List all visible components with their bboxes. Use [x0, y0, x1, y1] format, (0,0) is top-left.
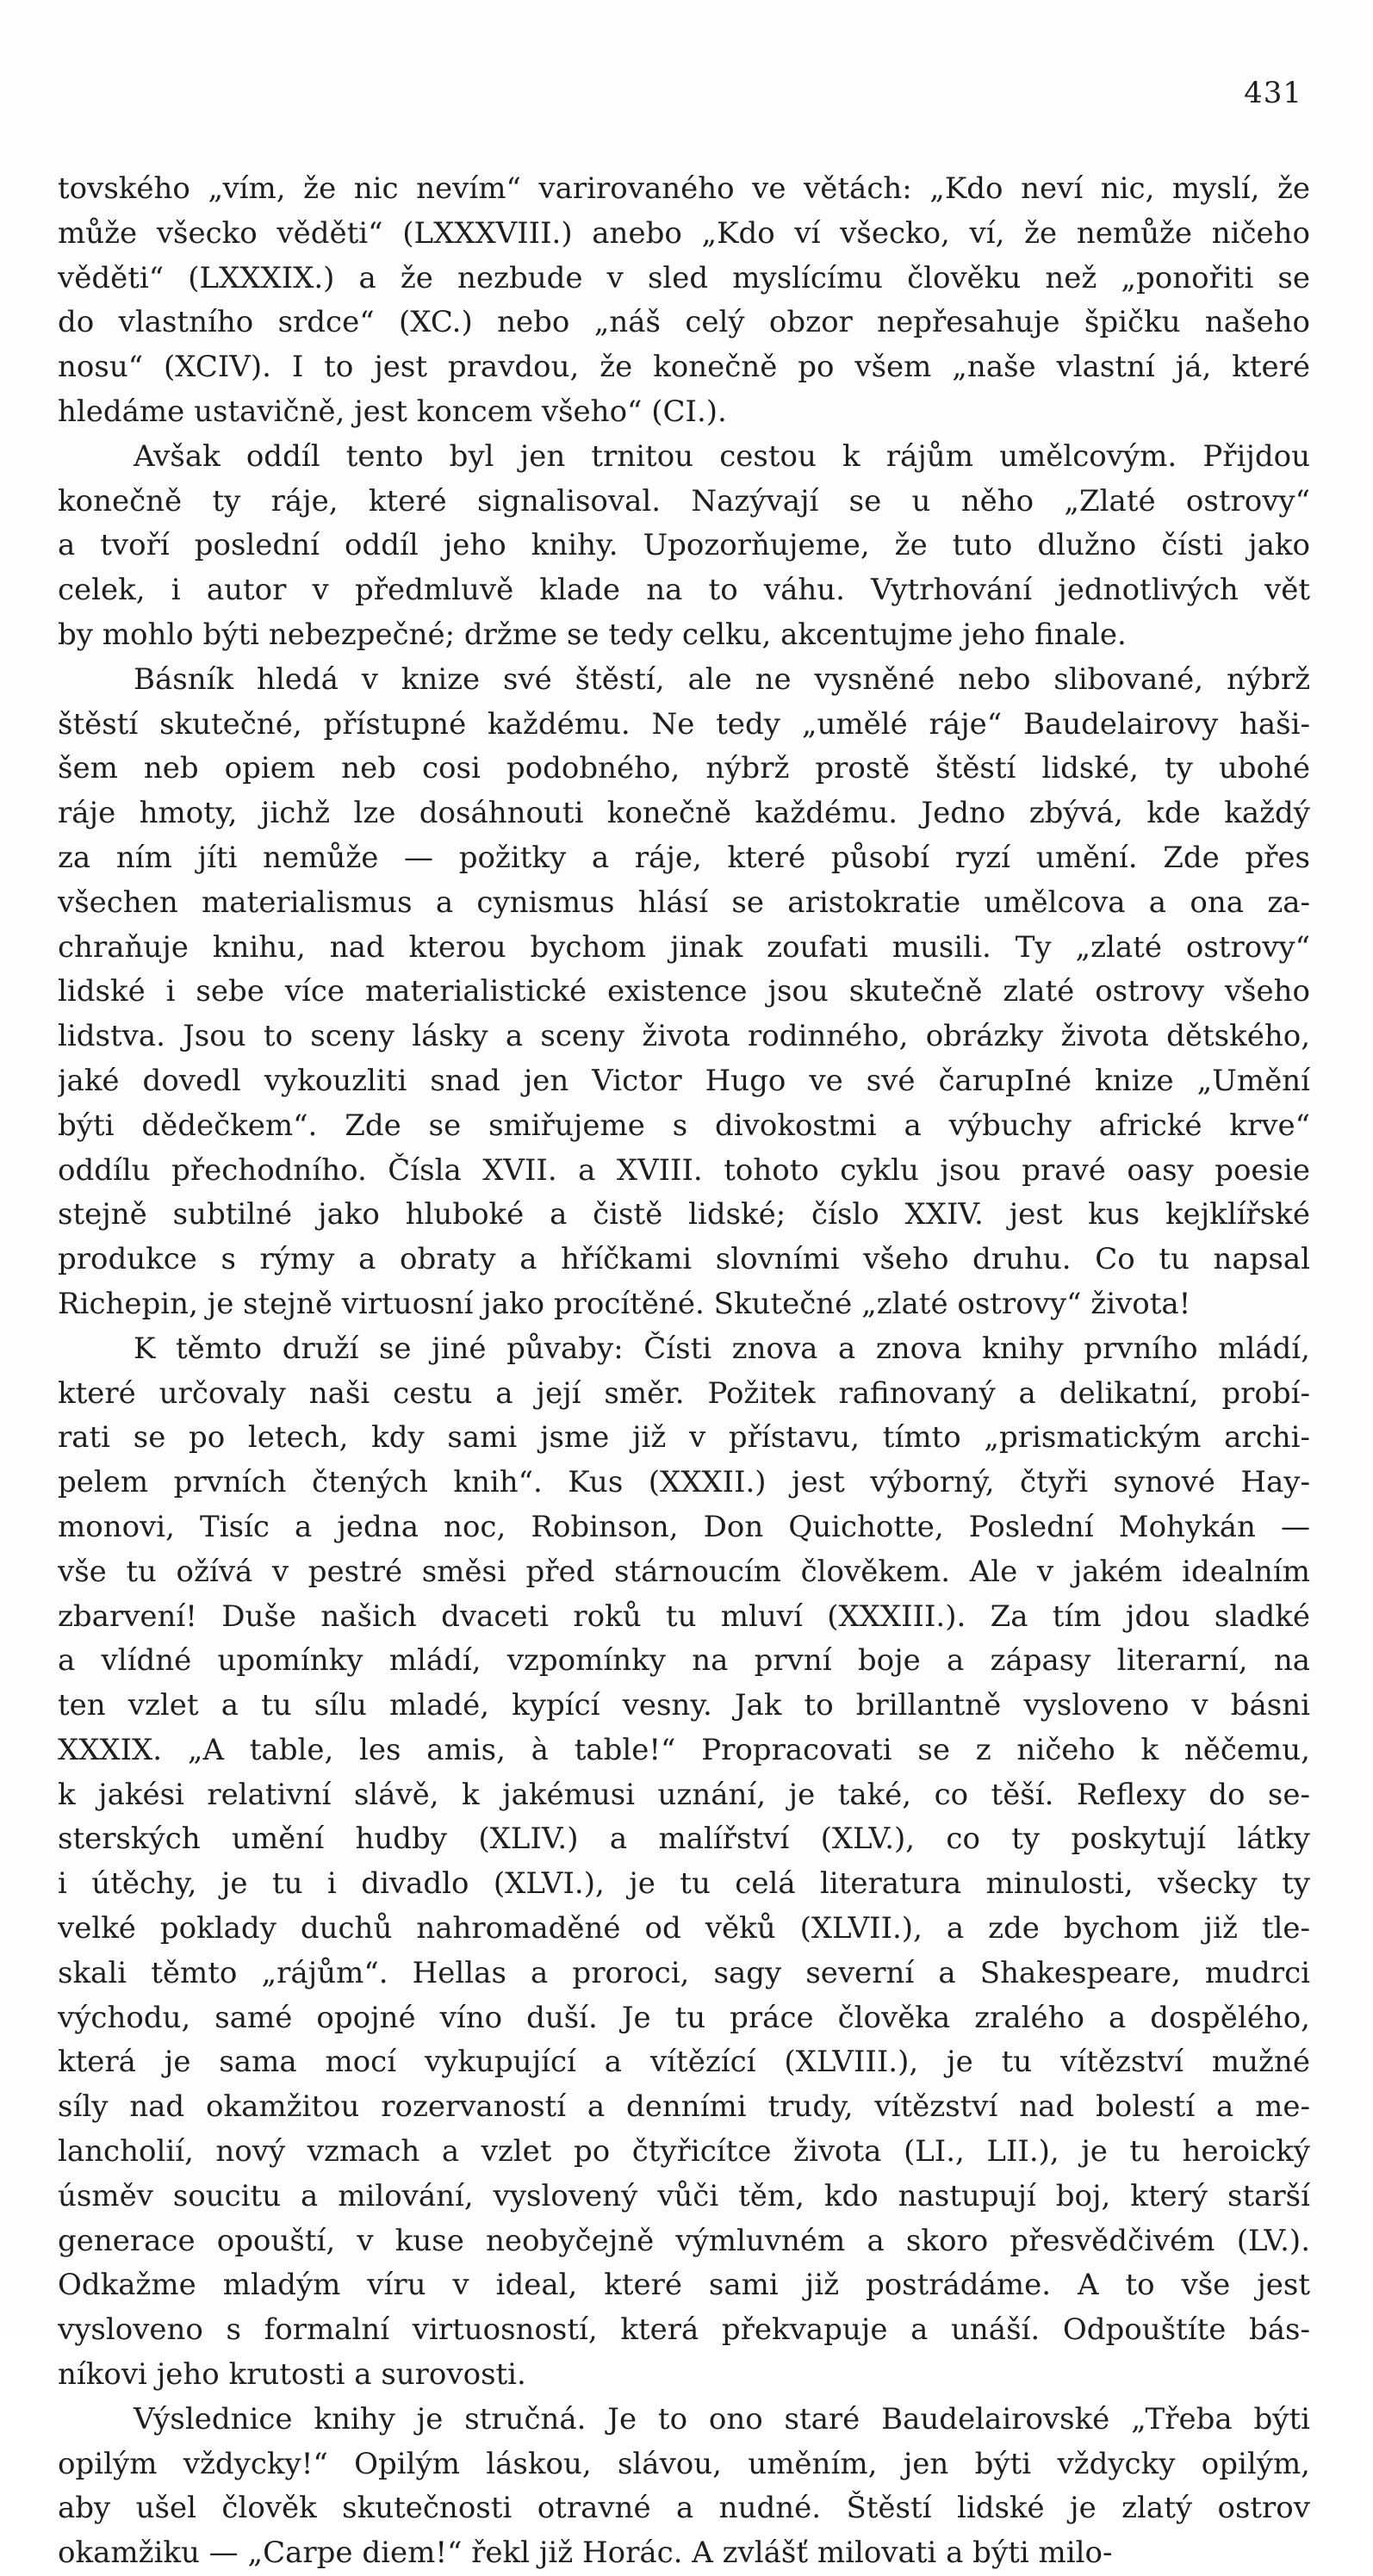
text-line: skali těmto „rájům“. Hellas a proroci, sagy severní a Shakespeare, mudrci — [58, 1955, 1310, 1990]
text-line: stejně subtilné jako hluboké a čistě lidské; číslo XXIV. jest kus kejklířské — [58, 1197, 1310, 1232]
text-line: hledáme ustavičně, jest koncem všeho“ (CI.). — [58, 394, 727, 429]
paragraph — [58, 658, 1310, 1327]
text-line: Výslednice knihy je stručná. Je to ono staré Baudelairovské „Třeba býti — [134, 2401, 1310, 2436]
paragraph — [58, 2398, 1310, 2576]
text-line: níkovi jeho krutosti a surovosti. — [58, 2357, 526, 2393]
text-line: vysloveno s formalní virtuosností, která překvapuje a unáší. Odpouštíte bás- — [58, 2312, 1310, 2348]
text-line: za ním jíti nemůže — požitky a ráje, které působí ryzí umění. Zde přes — [58, 840, 1310, 875]
text-line: jaké dovedl vykouzliti snad jen Victor Hugo ve své čarupIné knize „Umění — [58, 1063, 1310, 1098]
text-line: a vlídné upomínky mládí, vzpomínky na první boje a zápasy literarní, na — [58, 1643, 1310, 1679]
text-line: Avšak oddíl tento byl jen trnitou cestou k rájům umělcovým. Přijdou — [134, 438, 1310, 474]
text-line: štěstí skutečné, přístupné každému. Ne tedy „umělé ráje“ Baudelairovy haši- — [58, 706, 1310, 742]
text-line: sterských umění hudby (XLIV.) a malířství (XLV.), co ty poskytují látky — [58, 1822, 1310, 1857]
text-line: vše tu ožívá v pestré směsi před stárnoucím člověkem. Ale v jakém idealním — [58, 1554, 1310, 1589]
text-line: okamžiku — „Carpe diem!“ řekl již Horác. A zvlášť milovati a býti milo- — [58, 2536, 1113, 2571]
text-line: Richepin, je stejně virtuosní jako procítěné. Skutečné „zlaté ostrovy“ života! — [58, 1286, 1191, 1321]
text-line: generace opouští, v kuse neobyčejně výmluvném a skoro přesvědčivém (LV.). — [58, 2223, 1310, 2258]
text-line: východu, samé opojné víno duší. Je tu práce člověka zralého a dospělého, — [58, 2000, 1310, 2035]
text-line: šem neb opiem neb cosi podobného, nýbrž prostě štěstí lidské, ty ubohé — [58, 751, 1310, 786]
paragraph — [58, 1327, 1310, 2398]
text-line: konečně ty ráje, které signalisoval. Nazývají se u něho „Zlaté ostrovy“ — [58, 483, 1310, 518]
text-line: rati se po letech, kdy sami jsme již v přístavu, tímto „prismatickým archi- — [58, 1420, 1310, 1456]
text-line: lidstva. Jsou to sceny lásky a sceny života rodinného, obrázky života dětského, — [58, 1019, 1310, 1054]
text-line: lidské i sebe více materialistické existence jsou skutečně zlaté ostrovy všeho — [58, 974, 1310, 1009]
text-line: produkce s rýmy a obraty a hříčkami slovními všeho druhu. Co tu napsal — [58, 1242, 1310, 1277]
text-line: lancholií, nový vzmach a vzlet po čtyřicítce života (LI., LII.), je tu heroický — [58, 2134, 1310, 2169]
paragraph — [58, 167, 1310, 435]
text-line: k jakési relativní slávě, k jakémusi uznání, je také, co těší. Reflexy do se- — [58, 1777, 1310, 1812]
text-line: síly nad okamžitou rozervaností a denními trudy, vítězství nad bolestí a me- — [58, 2089, 1310, 2125]
paragraph — [58, 435, 1310, 658]
text-line: tovského „vím, že nic nevím“ varirovaného ve větách: „Kdo neví nic, myslí, že — [58, 171, 1310, 206]
text-line: nosu“ (XCIV). I to jest pravdou, že konečně po všem „naše vlastní já, které — [58, 350, 1310, 385]
text-line: XXXIX. „A table, les amis, à table!“ Propracovati se z ničeho k něčemu, — [58, 1732, 1310, 1767]
page-number: 431 — [1244, 76, 1302, 110]
text-line: i útěchy, je tu i divadlo (XLVI.), je tu celá literatura minulosti, všecky ty — [58, 1866, 1310, 1902]
text-line: Odkažme mladým víru v ideal, které sami již postrádáme. A to vše jest — [58, 2268, 1310, 2303]
text-line: monovi, Tisíc a jedna noc, Robinson, Don Quichotte, Poslední Mohykán — — [58, 1509, 1310, 1544]
text-line: a tvoří poslední oddíl jeho knihy. Upozorňujeme, že tuto dlužno čísti jako — [58, 528, 1310, 563]
text-line: oddílu přechodního. Čísla XVII. a XVIII. tohoto cyklu jsou pravé oasy poesie — [58, 1152, 1310, 1188]
text-line: které určovaly naši cestu a její směr. Požitek rafinovaný a delikatní, probí- — [58, 1375, 1310, 1411]
text-line: aby ušel člověk skutečnosti otravné a nudné. Štěstí lidské je zlatý ostrov — [58, 2491, 1310, 2526]
text-line: věděti“ (LXXXIX.) a že nezbude v sled myslícímu člověku než „ponořiti se — [58, 260, 1310, 295]
text-line: býti dědečkem“. Zde se smiřujeme s divokostmi a výbuchy africké krve“ — [58, 1108, 1310, 1143]
text-line: Básník hledá v knize své štěstí, ale ne vysněné nebo slibované, nýbrž — [134, 661, 1310, 697]
text-line: ráje hmoty, jichž lze dosáhnouti konečně každému. Jedno zbývá, kde každý — [58, 796, 1310, 831]
text-line: K těmto druží se jiné půvaby: Čísti znova a znova knihy prvního mládí, — [134, 1331, 1310, 1366]
text-line: velké poklady duchů nahromaděné od věků (XLVII.), a zde bychom již tle- — [58, 1911, 1310, 1946]
text-line: chraňuje knihu, nad kterou bychom jinak zoufati musili. Ty „zlaté ostrovy“ — [58, 929, 1310, 965]
text-line: by mohlo býti nebezpečné; držme se tedy celku, akcentujme jeho finale. — [58, 617, 1127, 652]
text-line: celek, i autor v předmluvě klade na to váhu. Vytrhování jednotlivých vět — [58, 573, 1310, 608]
text-line: může všecko věděti“ (LXXXVIII.) anebo „Kdo ví všecko, ví, že nemůže ničeho — [58, 215, 1310, 251]
text-line: zbarvení! Duše našich dvaceti roků tu mluví (XXXIII.). Za tím jdou sladké — [58, 1598, 1310, 1634]
text-line: pelem prvních čtených knih“. Kus (XXXII.) jest výborný, čtyři synové Hay- — [58, 1465, 1310, 1500]
text-line: všechen materialismus a cynismus hlásí se aristokratie umělcova a ona za- — [58, 885, 1310, 920]
text-line: která je sama mocí vykupující a vítězící (XLVIII.), je tu vítězství mužné — [58, 2045, 1310, 2080]
text-line: úsměv soucitu a milování, vyslovený vůči těm, kdo nastupují boj, který starší — [58, 2178, 1310, 2213]
body-text — [58, 167, 1310, 2576]
text-line: opilým vždycky!“ Opilým láskou, slávou, uměním, jen býti vždycky opilým, — [58, 2446, 1310, 2481]
text-line: do vlastního srdce“ (XC.) nebo „náš celý obzor nepřesahuje špičku našeho — [58, 305, 1310, 340]
text-line: ten vzlet a tu sílu mladé, kypící vesny. Jak to brillantně vysloveno v básni — [58, 1688, 1310, 1723]
